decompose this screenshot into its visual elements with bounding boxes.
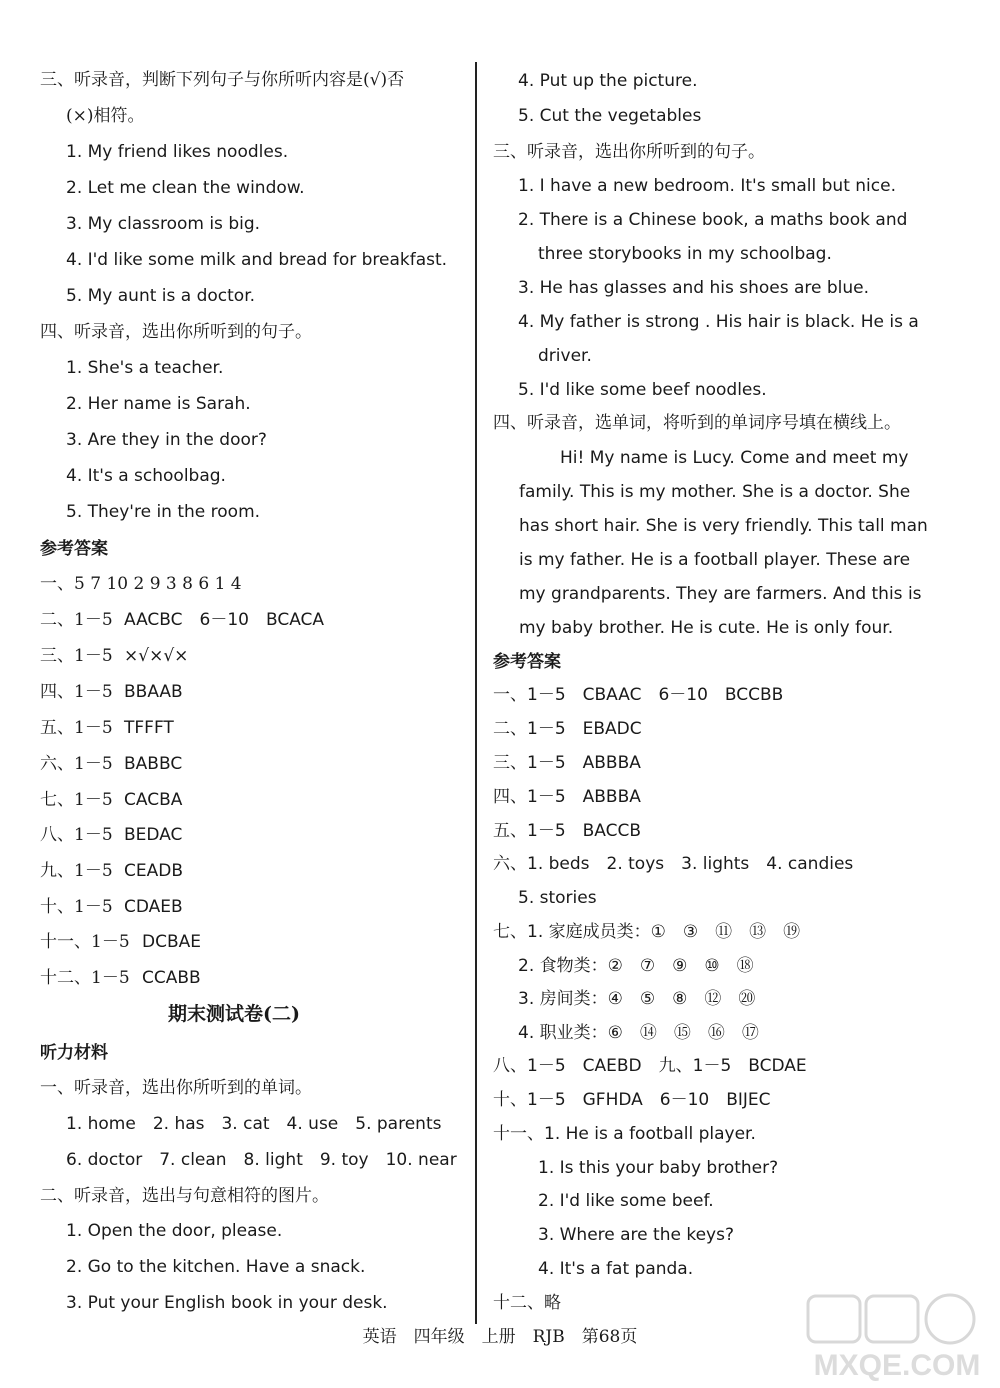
answer-row-value: CACBA: [124, 790, 183, 810]
answer-row-value: BBAAB: [124, 682, 183, 702]
answer-row: 一、5 7 10 2 9 3 8 6 1 4: [40, 574, 242, 594]
answer-row-value: DCBAE: [142, 932, 201, 952]
answer-row-key: 六、1－5: [40, 754, 113, 774]
section-heading-continued: (×)相符。: [66, 106, 145, 126]
answer-row-continued: 3. Where are the keys?: [538, 1225, 734, 1245]
answer-key-title: 参考答案: [493, 652, 561, 672]
list-item: 3. My classroom is big.: [66, 214, 261, 234]
section-heading: 三、听录音，选出你所听到的句子。: [493, 142, 765, 162]
answer-row-value: ×√×√×: [124, 646, 189, 666]
answer-row: 三、1－5 ABBBA: [493, 753, 641, 773]
passage-line: has short hair. She is very friendly. This tall man: [519, 516, 928, 536]
exam-title: 期末测试卷(二): [168, 1003, 300, 1025]
list-item: 4. I'd like some milk and bread for breakfast.: [66, 250, 448, 270]
answer-row: 十一、1. He is a football player.: [493, 1124, 756, 1144]
answer-row-key: 八、1－5: [40, 825, 113, 845]
column-divider: [475, 62, 477, 1324]
list-item: 2. Go to the kitchen. Have a snack.: [66, 1257, 366, 1277]
answer-row-key: 五、1－5: [40, 718, 113, 738]
answer-key-title: 参考答案: [40, 539, 108, 559]
answer-row-key: 十二、1－5: [40, 968, 130, 988]
answer-row: 二、1－5 EBADC: [493, 719, 642, 739]
list-item: 4. Put up the picture.: [518, 71, 698, 91]
list-item: 5. I'd like some beef noodles.: [518, 380, 767, 400]
answer-row-value: CCABB: [142, 968, 201, 988]
answer-row-key: 十一、1－5: [40, 932, 130, 952]
list-item: 5. They're in the room.: [66, 502, 261, 522]
list-item: 3. Put your English book in your desk.: [66, 1293, 388, 1313]
answer-row-value: BEDAC: [124, 825, 183, 845]
word-list-row: 6. doctor 7. clean 8. light 9. toy 10. near: [66, 1150, 457, 1170]
word-list-row: 1. home 2. has 3. cat 4. use 5. parents: [66, 1114, 442, 1134]
list-item: 2. Let me clean the window.: [66, 178, 305, 198]
answer-row-value: AACBC 6－10 BCACA: [124, 610, 325, 630]
list-item-continued: three storybooks in my schoolbag.: [538, 244, 832, 264]
answer-row: 五、1－5 BACCB: [493, 821, 642, 841]
list-item: 1. Open the door, please.: [66, 1221, 283, 1241]
section-heading: 四、听录音，选单词，将听到的单词序号填在横线上。: [493, 413, 901, 433]
section-heading: 一、听录音，选出你所听到的单词。: [40, 1078, 312, 1098]
list-item: 1. She's a teacher.: [66, 358, 224, 378]
list-item: 3. He has glasses and his shoes are blue.: [518, 278, 870, 298]
answer-row-key: 十、1－5: [40, 897, 113, 917]
list-item: 1. My friend likes noodles.: [66, 142, 289, 162]
answer-row-continued: 4. It's a fat panda.: [538, 1259, 694, 1279]
passage-line: my grandparents. They are farmers. And this is: [519, 584, 922, 604]
list-item: 4. It's a schoolbag.: [66, 466, 226, 486]
answer-row-key: 三、1－5: [40, 646, 113, 666]
list-item: 3. Are they in the door?: [66, 430, 267, 450]
list-item: 2. There is a Chinese book, a maths book and: [518, 210, 908, 230]
answer-row-continued: 1. Is this your baby brother?: [538, 1158, 779, 1178]
svg-text:MXQE.COM: MXQE.COM: [813, 1349, 981, 1382]
section-heading: 三、听录音，判断下列句子与你所听内容是(√)否: [40, 70, 405, 90]
list-item: 1. I have a new bedroom. It's small but nice.: [518, 176, 896, 196]
answer-row-key: 四、1－5: [40, 682, 113, 702]
answer-row-continued: 2. 食物类：② ⑦ ⑨ ⑩ ⑱: [518, 956, 754, 976]
answer-row-key: 七、1－5: [40, 790, 113, 810]
answer-row-continued: 5. stories: [518, 888, 597, 908]
list-item: 2. Her name is Sarah.: [66, 394, 251, 414]
passage-line: is my father. He is a football player. These are: [519, 550, 911, 570]
passage-line: family. This is my mother. She is a doctor. She: [519, 482, 911, 502]
passage-line: my baby brother. He is cute. He is only four.: [519, 618, 894, 638]
answer-row: 六、1. beds 2. toys 3. lights 4. candies: [493, 854, 854, 874]
answer-row-value: CEADB: [124, 861, 183, 881]
answer-row-continued: 2. I'd like some beef.: [538, 1191, 714, 1211]
answer-row: 十二、略: [493, 1293, 561, 1313]
answer-row: 一、1－5 CBAAC 6－10 BCCBB: [493, 685, 784, 705]
list-item-continued: driver.: [538, 346, 592, 366]
answer-row-continued: 3. 房间类：④ ⑤ ⑧ ⑫ ⑳: [518, 989, 756, 1009]
answer-row: 十、1－5 GFHDA 6－10 BIJEC: [493, 1090, 771, 1110]
answer-row: 四、1－5 ABBBA: [493, 787, 641, 807]
answer-row: 七、1. 家庭成员类：① ③ ⑪ ⑬ ⑲: [493, 922, 801, 942]
answer-row-key: 九、1－5: [40, 861, 113, 881]
answer-row-value: TFFFT: [124, 718, 174, 738]
section-heading: 四、听录音，选出你所听到的句子。: [40, 322, 312, 342]
answer-row: 八、1－5 CAEBD 九、1－5 BCDAE: [493, 1056, 807, 1076]
answer-row-continued: 4. 职业类：⑥ ⑭ ⑮ ⑯ ⑰: [518, 1023, 759, 1043]
list-item: 4. My father is strong . His hair is black. He is a: [518, 312, 919, 332]
list-item: 5. My aunt is a doctor.: [66, 286, 256, 306]
passage-line: Hi! My name is Lucy. Come and meet my: [560, 448, 909, 468]
answer-row-value: BABBC: [124, 754, 183, 774]
section-heading: 二、听录音，选出与句意相符的图片。: [40, 1186, 329, 1206]
watermark-logo: [800, 1290, 995, 1385]
page-footer: 英语 四年级 上册 RJB 第68页: [362, 1327, 638, 1347]
list-item: 5. Cut the vegetables: [518, 106, 702, 126]
answer-row-key: 二、1－5: [40, 610, 113, 630]
listening-material-title: 听力材料: [40, 1043, 108, 1063]
answer-row-value: CDAEB: [124, 897, 183, 917]
